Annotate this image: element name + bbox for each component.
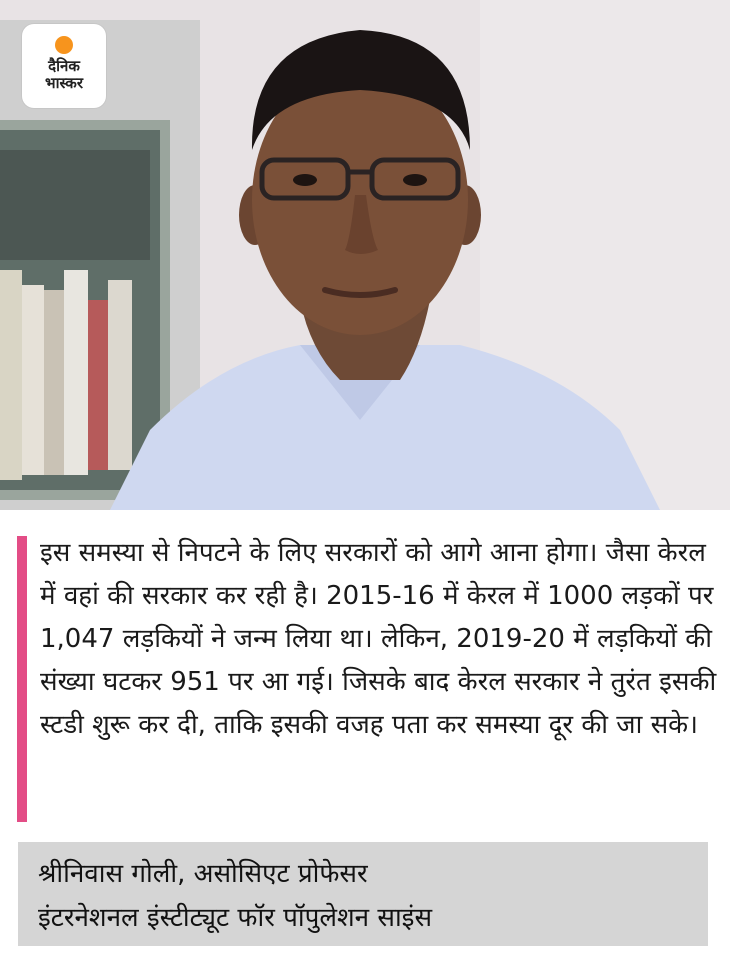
quote-text: इस समस्या से निपटने के लिए सरकारों को आगे आना होगा। जैसा केरल में वहां की सरकार कर रही है। 2015-16 में केरल में 1000 लड़कों पर 1,047 लड़कियों ने जन्म लिया था। लेकिन, 2019-20 में लड़कियों की संख्या घटकर 951 पर आ गई। जिसके बाद केरल सरकार ने तुरंत इसकी स्टडी शुरू कर दी, ताकि इसकी वजह पता कर समस्या दूर की जा सके।	[40, 538, 717, 740]
dainik-bhaskar-logo	[22, 24, 106, 108]
speaker-institute: इंटरनेशनल इंस्टीट्यूट फॉर पॉपुलेशन साइंस	[38, 903, 433, 933]
quote-accent-bar	[17, 536, 27, 822]
sun-icon	[55, 36, 73, 54]
speaker-name: श्रीनिवास गोली, असोसिएट प्रोफेसर	[38, 859, 368, 889]
logo-text-line1: दैनिक	[48, 57, 80, 75]
credit-box	[18, 842, 708, 946]
quote-block	[0, 510, 730, 840]
logo-text-line2: भास्कर	[45, 74, 83, 92]
